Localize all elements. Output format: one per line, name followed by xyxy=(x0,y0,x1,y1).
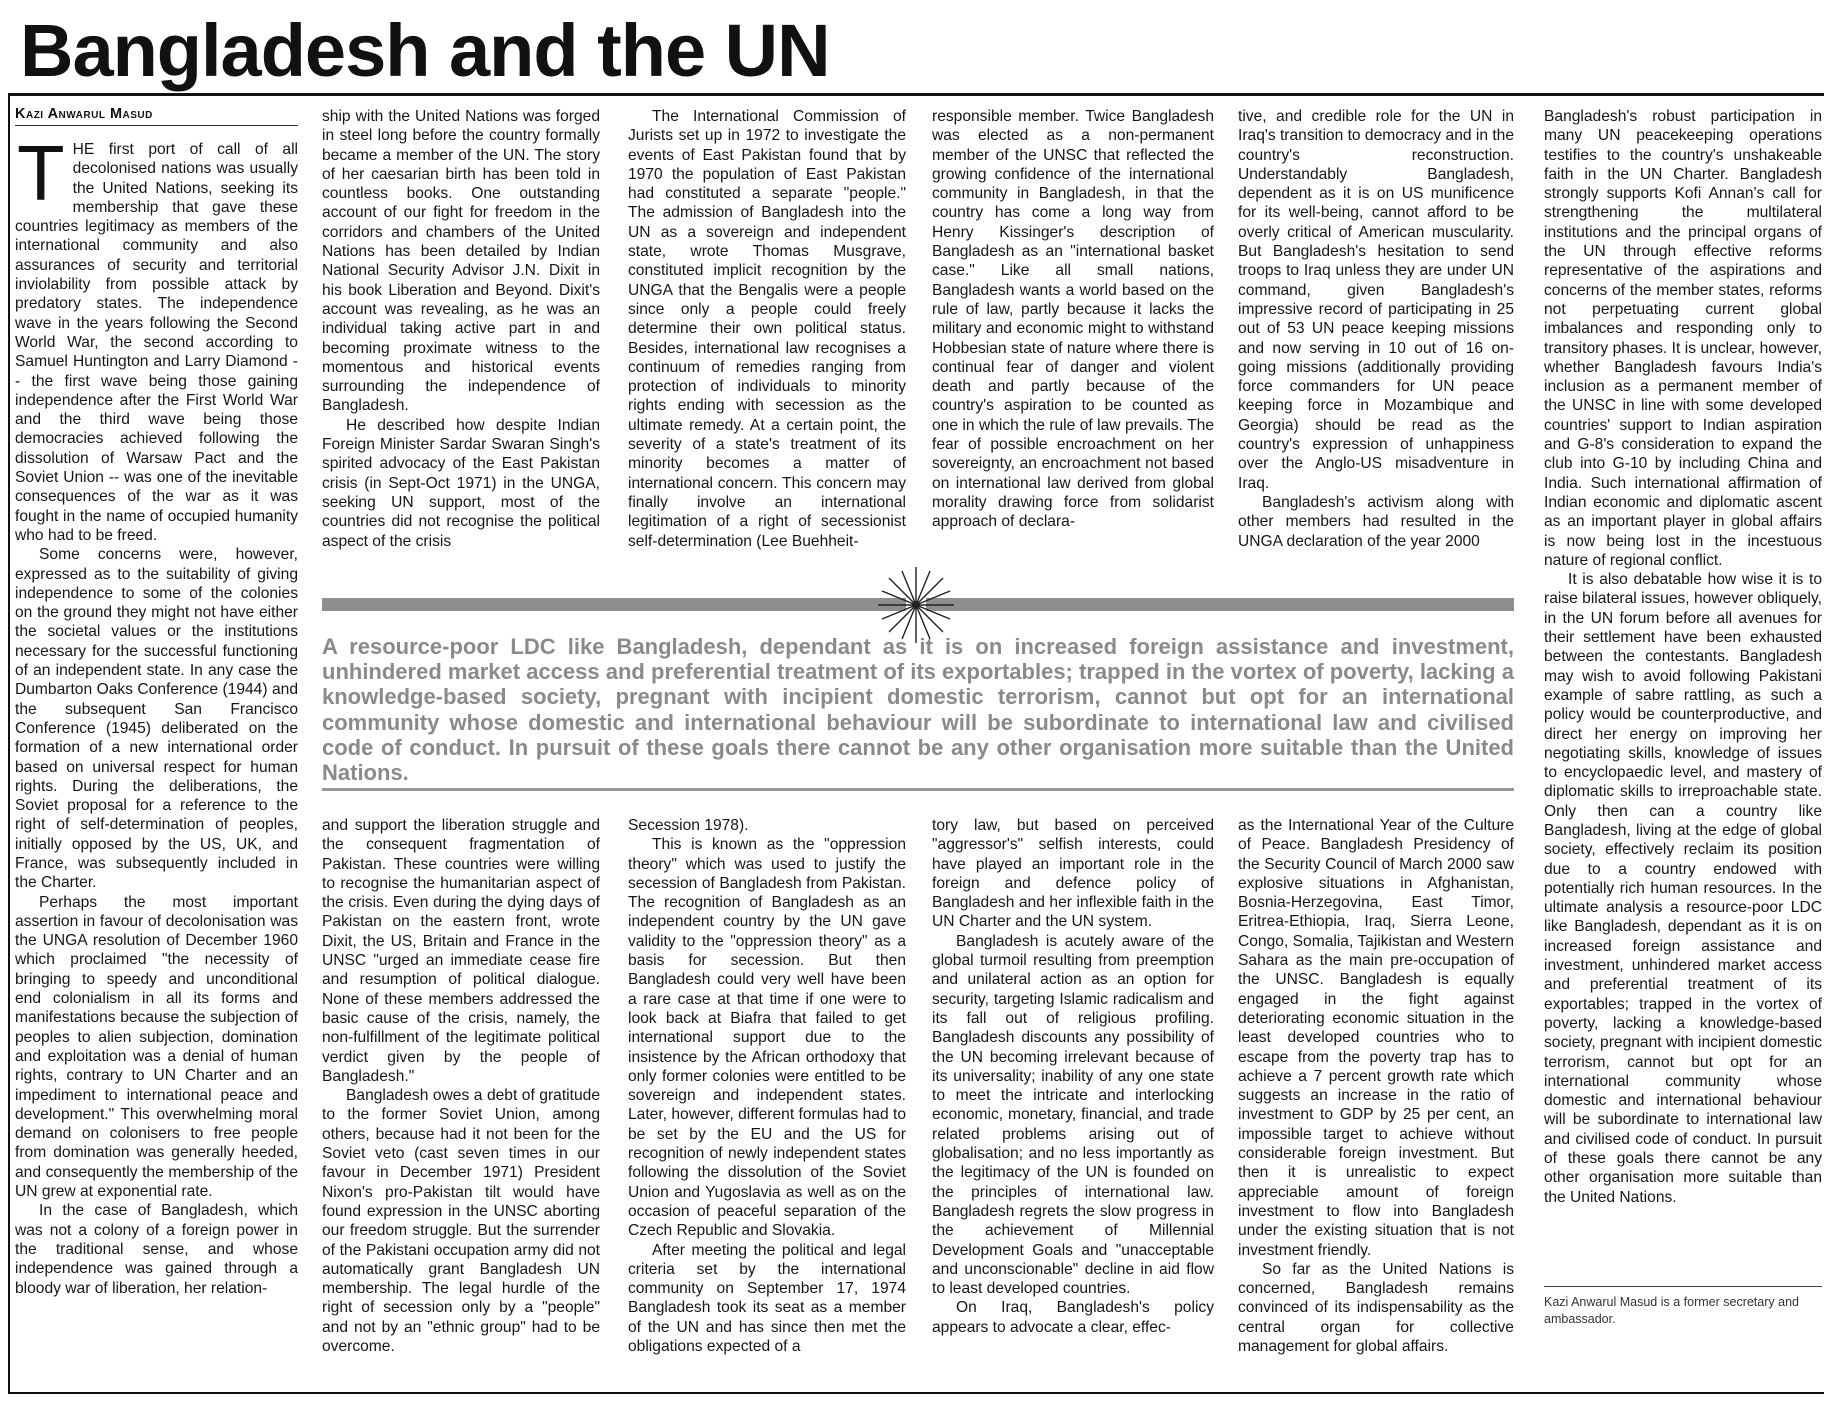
paragraph: as the International Year of the Culture of Peace. Bangladesh Presidency of the Security Council of March 2000 saw explosive situations in Afghanistan, Bosnia-Herzegovina, East Timor, Eritrea-Ethiopia, Iraq, Sierra Leone, Congo, Somalia, Tajikistan and Western Sahara as the main pre-occupation of the UNSC. Bangladesh is equally engaged in the fight against deteriorating economic situation in the least developed countries who to escape from the poverty trap has to achieve a 7 percent growth rate which suggests an increase in the ratio of investment to GDP by 25 per cent, an impossible target to achieve without considerable foreign investment. But then it is unrealistic to expect appreciable amount of foreign investment to flow into Bangladesh under the existing situation that is not investment friendly. xyxy=(1238,817,1514,1259)
paragraph: Bangladesh owes a debt of gratitude to the former Soviet Union, among others, because had it not been for the Soviet veto (cast seven times in our favour in December 1971) President Nixon's pro-Pakistan tilt would have found expression in the UNSC aborting our freedom struggle. But the surrender of the Pakistani occupation army did not automatically grant Bangladesh UN membership. The legal hurdle of the right of secession only by a "people" and not by an "ethnic group" had to be overcome. xyxy=(322,1087,600,1356)
paragraph: On Iraq, Bangladesh's policy appears to advocate a clear, effec- xyxy=(932,1299,1214,1336)
pullquote-bottom-rule xyxy=(322,788,1514,791)
bio-rule xyxy=(1544,1286,1822,1287)
headline: Bangladesh and the UN xyxy=(20,9,830,92)
author-bio: Kazi Anwarul Masud is a former secretary and ambassador. xyxy=(1544,1295,1799,1326)
paragraph: responsible member. Twice Bangladesh was elected as a non-permanent member of the UNSC that reflected the growing confidence of the international community in Bangladesh, in that the country has come a long way from Henry Kissinger's description of Bangladesh as an "international basket case." Like all small nations, Bangladesh wants a world based on the rule of law, partly because it lacks the military and economic might to withstand Hobbesian state of nature where there is continual fear of danger and violent death and partly because of the country's aspiration to be counted as one in which the rule of law prevails. The fear of possible encroachment on her sovereignty, an encroachment not based on international law derived from global morality drawing force from solidarist approach of declara- xyxy=(932,108,1214,531)
paragraph: Perhaps the most important assertion in favour of decolonisation was the UNGA resolution of December 1960 which proclaimed "the necessity of bringing to speedy and unconditional end colonialism in all its forms and manifestations because the subjection of peoples to alien subjection, domination and exploitation was a denial of human rights, contrary to UN Charter and an impediment to international peace and development." This overwhelming moral demand on colonisers to free people from domination was generally heeded, and consequently the membership of the UN grew at exponential rate. xyxy=(15,893,298,1201)
paragraph: This is known as the "oppression theory" which was used to justify the secession of Bangladesh from Pakistan. The recognition of Bangladesh as an independent country by the UN gave validity to the "oppression theory" as a basis for secession. But then Bangladesh could very well have been a rare case at that time if one were to look back at Biafra that failed to get international support due to the insistence by the African orthodoxy that only former colonies were entitled to be sovereign and independent states. Later, however, different formulas had to be set by the EU and the US for recognition of newly independent states following the dissolution of the Soviet Union and Yugoslavia as well as on the occasion of peaceful separation of the Czech Republic and Slovakia. xyxy=(628,836,906,1240)
column-4-top xyxy=(932,107,1214,569)
paragraph: In the case of Bangladesh, which was not a colony of a foreign power in the traditional sense, and whose independence was gained through a bloody war of liberation, her relation- xyxy=(15,1202,298,1297)
column-5-bottom xyxy=(1238,816,1514,1390)
paragraph: ship with the United Nations was forged in steel long before the country formally became a member of the UN. The story of her caesarian birth has been told in countless books. One outstanding account of our fight for freedom in the corridors and chambers of the United Nations has been detailed by Indian National Security Advisor J.N. Dixit in his book Liberation and Beyond. Dixit's account was revealing, as he was an individual taking active part in and becoming proximate witness to the momentous and historical events surrounding the independence of Bangladesh. xyxy=(322,108,600,415)
paragraph: Bangladesh's activism along with other members had resulted in the UNGA declaration of the year 2000 xyxy=(1238,493,1514,550)
paragraph: Secession 1978). xyxy=(628,817,749,834)
column-6 xyxy=(1544,107,1822,1279)
paragraph: After meeting the political and legal criteria set by the international community on September 17, 1974 Bangladesh took its seat as a member of the UN and has since then met the obligations expected of a xyxy=(628,1241,906,1356)
column-2-top xyxy=(322,107,600,569)
column-2-bottom xyxy=(322,816,600,1390)
byline: Kazi Anwarul Masud xyxy=(15,106,298,126)
pullquote: A resource-poor LDC like Bangladesh, dependant as it is on increased foreign assistance and investment, unhindered market access and preferential treatment of its exportables; trapped in the vortex of poverty, lacking a knowledge-based society, pregnant with incipient domestic terrorism, cannot but opt for an international community whose domestic and international behaviour will be subordinate to international law and civilised code of conduct. In pursuit of these goals there cannot be any other organisation more suitable than the United Nations. xyxy=(322,634,1514,786)
column-5-top xyxy=(1238,107,1514,569)
drop-cap: T xyxy=(17,140,65,217)
paragraph: The International Commission of Jurists set up in 1972 to investigate the events of East Pakistan found that by 1970 the population of East Pakistan had constituted a separate "people." The admission of Bangladesh into the UN as a sovereign and independent state, wrote Thomas Musgrave, constituted implicit recognition by the UNGA that the Bengalis were a people since only a people could freely determine their own political status. Besides, international law recognises a continuum of remedies ranging from protection of individuals to minority rights ending with secession as the ultimate remedy. At a certain point, the severity of a state's treatment of its minority becomes a matter of international concern. This concern may finally involve an international legitimation of a right of secessionist self-determination (Lee Buehheit- xyxy=(628,108,906,550)
paragraph: THE first port of call of all decolonised nations was usually the United Nations, seeking its membership that gave these countries legitimacy as members of the international community and also assurances of security and territorial inviolability from possible attack by predatory states. The independence wave in the years following the Second World War, the second according to Samuel Huntington and Larry Diamond -- the first wave being those gaining independence after the First World War and the third wave being those democracies achieved following the dissolution of Warsaw Pact and the Soviet Union -- was one of the inevitable consequences of the war as it was fought in the name of occupied humanity who had to be freed. xyxy=(15,140,298,544)
paragraph: tory law, but based on perceived "aggressor's" selfish interests, could have played an important role in the foreign and defence policy of Bangladesh and her inflexible faith in the UN Charter and the UN system. xyxy=(932,817,1214,931)
paragraph: tive, and credible role for the UN in Iraq's transition to democracy and in the country's reconstruction. Understandably Bangladesh, dependent as it is on US munificence for its well-being, cannot afford to be overly critical of American muscularity. But Bangladesh's hesitation to send troops to Iraq unless they are under UN command, given Bangladesh's impressive record of participating in 25 out of 53 UN peace keeping missions and now serving in 10 out of 16 on-going missions (additionally providing force commanders for UN peace keeping force in Mozambique and Georgia) should be read as the country's expression of unhappiness over the Anglo-US misadventure in Iraq. xyxy=(1238,108,1514,492)
left-rule xyxy=(8,93,10,1393)
paragraph: He described how despite Indian Foreign Minister Sardar Swaran Singh's spirited advocacy of the East Pakistan crisis (in Sept-Oct 1971) in the UNGA, seeking UN support, most of the countries did not recognise the political aspect of the crisis xyxy=(322,416,600,550)
top-rule xyxy=(8,93,1824,96)
paragraph: and support the liberation struggle and the consequent fragmentation of Pakistan. These countries were willing to recognise the humanitarian aspect of the crisis. Even during the dying days of Pakistan on the eastern front, wrote Dixit, the US, Britain and France in the UNSC "urged an immediate cease fire and resumption of political dialogue. None of these members addressed the basic cause of the crisis, namely, the non-fulfillment of the legitimate political verdict given by the people of Bangladesh." xyxy=(322,817,600,1085)
column-1 xyxy=(15,140,298,1390)
column-3-bottom xyxy=(628,816,906,1390)
column-3-top xyxy=(628,107,906,569)
paragraph: Bangladesh is acutely aware of the global turmoil resulting from preemption and unilateral action as an option for security, targeting Islamic radicalism and its fall out of religious profiling. Bangladesh discounts any possibility of the UN becoming irrelevant because of its universality; inability of any one state to meet the intricate and interlocking economic, monetary, financial, and trade related problems arising out of globalisation; and no less importantly as the legitimacy of the UN is founded on the principles of international law. Bangladesh regrets the slow progress in the achievement of Millennial Development Goals and "unacceptable and unconscionable" decline in aid flow to least developed countries. xyxy=(932,932,1214,1298)
paragraph: Bangladesh's robust participation in many UN peacekeeping operations testifies to the country's unshakeable faith in the UN Charter. Bangladesh strongly supports Kofi Annan's call for strengthening the multilateral institutions and the principal organs of the UN through effective reforms representative of the aspirations and concerns of the member states, reforms not perpetuating current global imbalances and responding only to transitory phases. It is unclear, however, whether Bangladesh favours India's inclusion as a permanent member of the UNSC in line with some developed countries' support to Indian aspiration and G-8's consideration to expand the club into G-10 by including China and India. Such international affirmation of Indian economic and diplomatic ascent as an important player in global affairs is now being lost in the incestuous nature of regional conflict. xyxy=(1544,108,1822,569)
paragraph: So far as the United Nations is concerned, Bangladesh remains convinced of its indispensability as the central organ for collective management for global affairs. xyxy=(1238,1260,1514,1356)
bottom-rule xyxy=(8,1392,1824,1394)
starburst-icon xyxy=(876,565,956,645)
column-4-bottom xyxy=(932,816,1214,1390)
paragraph: It is also debatable how wise it is to raise bilateral issues, however obliquely, in the UN forum before all avenues for their settlement have been exhausted between the contestants. Bangladesh may wish to avoid following Pakistani example of sabre rattling, as such a policy would be counterproductive, and direct her energy on improving her negotiating skills, knowledge of issues to encyclopaedic level, and mastery of diplomatic skills to irreproachable state. Only then can a country like Bangladesh, living at the edge of global society, effectively reclaim its position due to a country endowed with potentially rich human resources. In the ultimate analysis a resource-poor LDC like Bangladesh, dependant as it is on increased foreign assistance and investment, unhindered market access and preferential treatment of its exportables; trapped in the vortex of poverty, lacking a knowledge-based society, pregnant with incipient domestic terrorism, cannot but opt for an international community whose domestic and international behaviour will be subordinate to international law and civilised code of conduct. In pursuit of these goals there cannot be any other organisation more suitable than the United Nations. xyxy=(1544,571,1822,1206)
paragraph: Some concerns were, however, expressed as to the suitability of giving independence to some of the colonies on the ground they might not have either the societal values or the institutions necessary for the successful functioning of an independent state. In any case the Dumbarton Oaks Conference (1944) and the subsequent San Francisco Conference (1945) deliberated on the formation of a new international order based on universal respect for human rights. During the deliberations, the Soviet proposal for a reference to the right of self-determination of peoples, initially opposed by the US, UK, and France, was subsequently included in the Charter. xyxy=(15,546,298,892)
